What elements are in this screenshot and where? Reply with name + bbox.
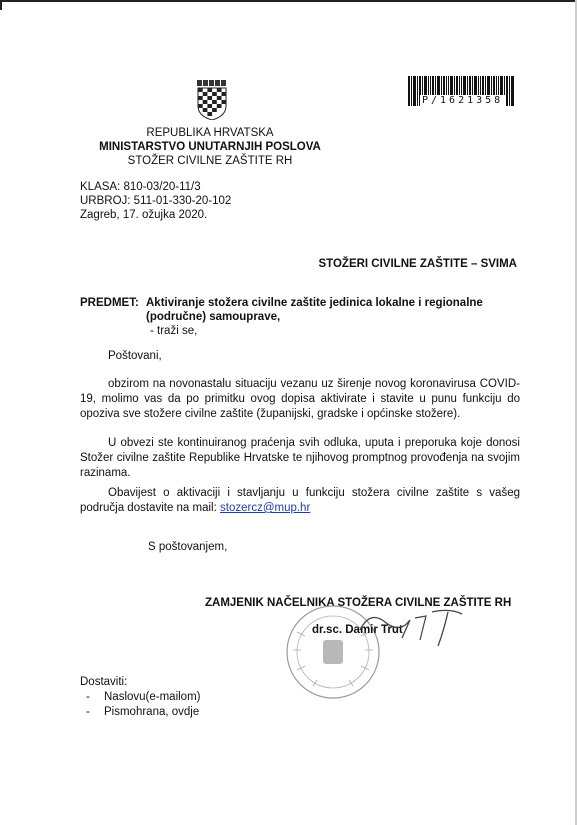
distribution-item: - Pismohrana, ovdje (86, 705, 201, 720)
scan-border-top (0, 0, 577, 2)
barcode-number: P/1621358 (422, 95, 504, 106)
handwritten-signature-icon (340, 600, 470, 650)
distribution-list (86, 690, 201, 720)
body-paragraph-2: U obvezi ste kontinuiranog praćenja svih odluka, uputa i preporuka koje donosi Stožer civilne zaštite Republike Hrvatske te njihovog promptnog provođenja na svojim razinama. (80, 437, 520, 479)
header-headquarters: STOŽER CIVILNE ZAŠTITE RH (127, 155, 293, 167)
subject-line-2: (područne) samouprave, (146, 311, 281, 323)
header-republic: REPUBLIKA HRVATSKA (146, 127, 274, 139)
greeting: Poštovani, (108, 350, 162, 362)
body-paragraph-1: obzirom na novonastalu situaciju vezanu uz širenje novog koronavirusa COVID-19, molimo vas da po primitku ovog dopisa aktivirate i stavite u punu funkciju do opoziva sve stožere civilne zaštite (županijski, gradske i općinske stožere). (80, 378, 520, 420)
subject-line-3: - traži se, (150, 325, 198, 337)
body-paragraph-3 (80, 486, 520, 516)
klasa: KLASA: 810-03/20-11/3 (80, 181, 201, 193)
distribution-item: - Naslovu(e-mailom) (86, 690, 201, 705)
distribution-label: Dostaviti: (80, 676, 128, 688)
subject-label: PREDMET: (80, 297, 139, 309)
signatory-name: dr.sc. Damir Trut (312, 624, 403, 636)
document-date: Zagreb, 17. ožujka 2020. (80, 209, 208, 221)
header-ministry: MINISTARSTVO UNUTARNJIH POSLOVA (99, 141, 321, 153)
closing: S poštovanjem, (148, 541, 228, 553)
urbroj: URBROJ: 511-01-330-20-102 (80, 195, 232, 207)
recipient: STOŽERI CIVILNE ZAŠTITE – SVIMA (318, 258, 517, 270)
coat-of-arms-icon (195, 80, 229, 120)
scan-border-corner (0, 0, 2, 10)
subject-line-1: Aktiviranje stožera civilne zaštite jedinica lokalne i regionalne (146, 297, 483, 309)
body-paragraph-3-text: Obavijest o aktivaciji i stavljanju u funkciju stožera civilne zaštite s vašeg područja dostavite na mail: (80, 487, 520, 514)
signatory-title: ZAMJENIK NAČELNIKA STOŽERA CIVILNE ZAŠTITE RH (205, 597, 512, 609)
email-link[interactable]: stozercz@mup.hr (220, 502, 311, 514)
